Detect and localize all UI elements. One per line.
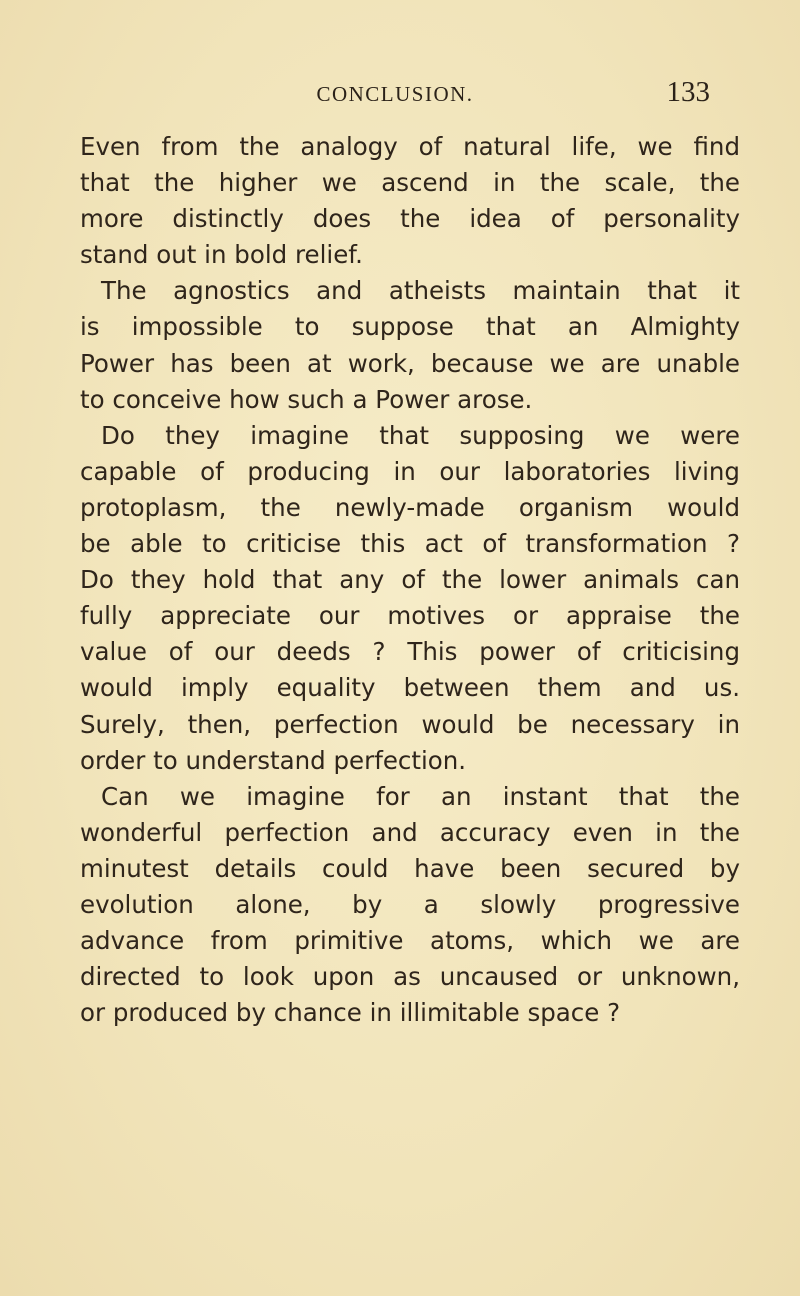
text-line: Can we imagine for an instant that the: [101, 781, 740, 811]
text-line: be able to criticise this act of transformation ?: [80, 529, 740, 559]
text-line: Do they imagine that supposing we were: [101, 420, 740, 450]
text-line: capable of producing in our laboratories living: [80, 456, 740, 486]
text-line: would imply equality between them and us.: [80, 673, 740, 703]
page-number: 133: [666, 76, 710, 108]
text-line: protoplasm, the newly-made organism would: [80, 492, 740, 522]
text-line: wonderful perfection and accuracy even in the: [80, 817, 740, 847]
text-line: to conceive how such a Power arose.: [80, 384, 533, 414]
text-line: advance from primitive atoms, which we are: [80, 926, 740, 956]
text-line: minutest details could have been secured by: [80, 853, 740, 883]
text-line: evolution alone, by a slowly progressive: [80, 889, 740, 919]
text-line: The agnostics and atheists maintain that it: [101, 276, 740, 306]
text-line: stand out in bold relief.: [80, 240, 363, 270]
text-line: Surely, then, perfection would be necessary in: [80, 709, 740, 739]
body-text: [80, 129, 740, 1031]
text-line: that the higher we ascend in the scale, the: [80, 168, 740, 198]
text-line: directed to look upon as uncaused or unknown,: [80, 962, 740, 992]
text-line: order to understand perfection.: [80, 745, 467, 775]
running-head: [80, 76, 710, 116]
text-line: Do they hold that any of the lower animals can: [80, 565, 740, 595]
text-line: more distinctly does the idea of personality: [80, 204, 740, 234]
running-title: CONCLUSION.: [316, 82, 474, 106]
text-line: is impossible to suppose that an Almighty: [80, 312, 740, 342]
text-line: or produced by chance in illimitable space ?: [80, 998, 621, 1028]
text-line: Even from the analogy of natural life, we find: [80, 132, 740, 161]
text-line: value of our deeds ? This power of criticising: [80, 637, 740, 667]
text-line: Power has been at work, because we are unable: [80, 348, 740, 378]
text-line: fully appreciate our motives or appraise the: [80, 601, 740, 631]
